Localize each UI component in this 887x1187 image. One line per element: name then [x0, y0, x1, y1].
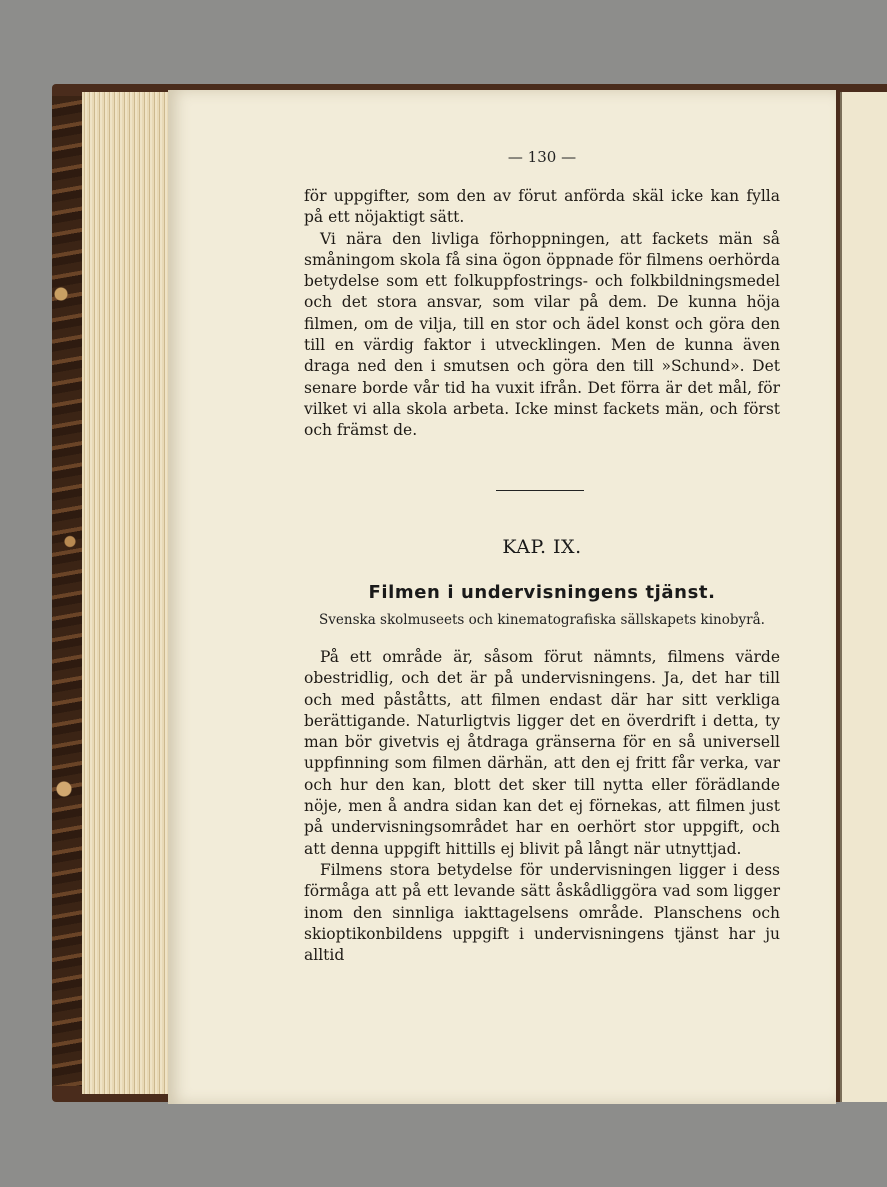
section-divider — [496, 490, 584, 491]
chapter-heading: KAP. IX. — [502, 536, 582, 558]
paragraph: Vi nära den livliga förhoppningen, att fackets män så småningom skola få sina ögon öppnade för filmens oerhörda betydelse som ett folkuppfostrings- och folkbildningsmedel och det stora ansvar, som vilar på dem. De kunna höja filmen, om de vilja, till en stor och ädel konst och göra den till en värdig faktor i utvecklingen. Men de kunna även draga ned den i smutsen och göra den till »Schund». Det senare borde vår tid ha vuxit ifrån. Det förra är det mål, för vilket vi alla skola arbeta. Icke minst fackets män, och först och främst de. — [304, 229, 780, 440]
marbled-cover-edge — [52, 96, 82, 1086]
chapter-text — [304, 647, 780, 966]
page-edges — [82, 92, 179, 1094]
paragraph: för uppgifter, som den av förut anförda skäl icke kan fylla på ett nöjaktigt sätt. — [304, 187, 780, 227]
chapter-title: Filmen i undervisningens tjänst. — [368, 582, 716, 603]
facing-page-edge — [840, 92, 887, 1102]
page-number: — 130 — — [507, 148, 577, 166]
chapter-subtitle: Svenska skolmuseets och kinematografiska sällskapets kinobyrå. — [319, 612, 765, 628]
paragraph: På ett område är, såsom förut nämnts, filmens värde obestridlig, och det är på undervisningens. Ja, det har till och med påståtts, att filmen endast där har sitt verkliga berättigande. Naturligtvis ligger det en överdrift i detta, ty man bör givetvis ej åtdraga gränserna för en så universell uppfinning som filmen därhän, att den ej fritt får verka, var och hur den kan, blott det sker till nytta eller förädlande nöje, men å andra sidan kan det ej förnekas, att filmen just på undervisningsområdet har en oerhört stor uppgift, och att denna uppgift hittills ej blivit på långt när utnyttjad. — [304, 648, 780, 858]
paragraph: Filmens stora betydelse för undervisningen ligger i dess förmåga att på ett levande sätt åskådliggöra vad som ligger inom den sinnliga iakttagelsens område. Planschens och skioptikonbildens uppgift i undervisningens tjänst har ju alltid — [304, 860, 780, 965]
continuation-text — [304, 186, 780, 442]
